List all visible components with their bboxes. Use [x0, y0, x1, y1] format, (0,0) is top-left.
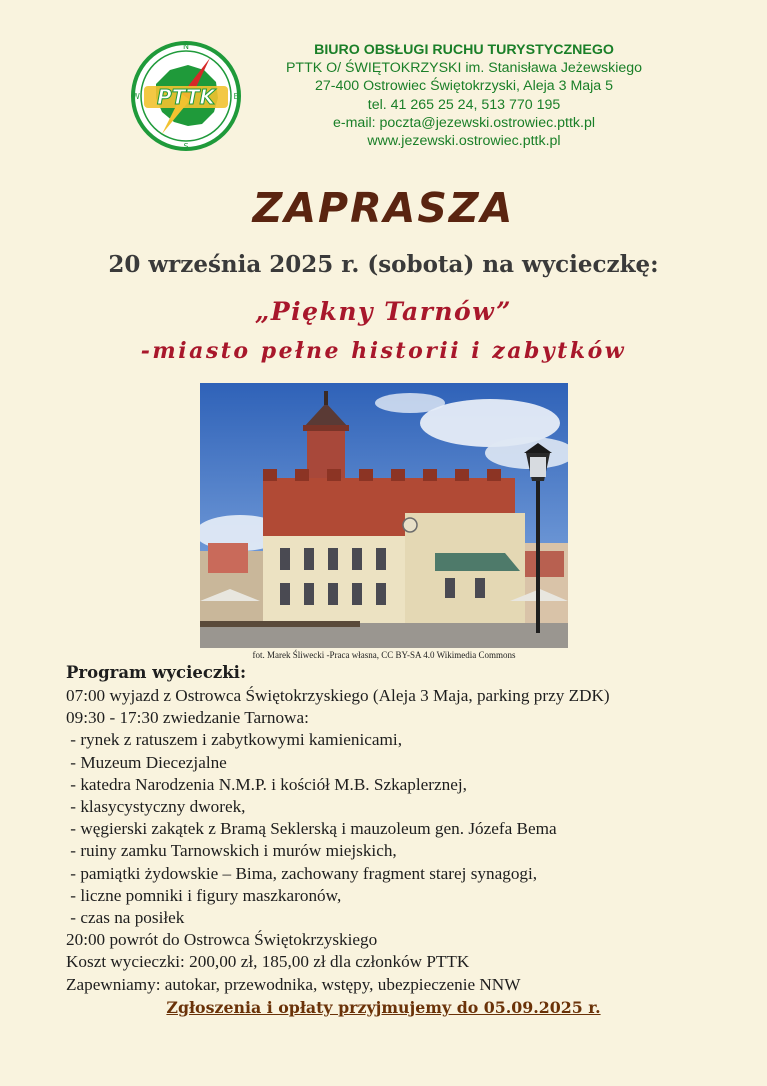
- town-hall-photo: [200, 383, 568, 648]
- trip-subtitle: -miasto pełne historii i zabytków: [140, 338, 627, 364]
- program-line: - rynek z ratuszem i zabytkowymi kamienicami,: [66, 730, 402, 750]
- program-line: - Muzeum Diecezjalne: [66, 752, 227, 772]
- compass-e: E: [233, 92, 239, 101]
- program-line: - liczne pomniki i figury maszkaronów,: [66, 885, 342, 905]
- org-phone: tel. 41 265 25 24, 513 770 195: [367, 96, 561, 113]
- program-line: - klasycystyczny dworek,: [66, 797, 246, 817]
- program-line: 07:00 wyjazd z Ostrowca Świętokrzyskiego (Aleja 3 Maja, parking przy ZDK): [66, 686, 610, 705]
- org-email[interactable]: e-mail: poczta@jezewski.ostrowiec.pttk.pl: [333, 114, 595, 131]
- trip-date: 20 września 2025 r. (sobota) na wycieczkę:: [108, 251, 659, 278]
- program-line: 09:30 - 17:30 zwiedzanie Tarnowa:: [66, 708, 309, 728]
- photo-credit: fot. Marek Śliwecki -Praca własna, CC BY-SA 4.0 Wikimedia Commons: [252, 650, 516, 660]
- program-line: - katedra Narodzenia N.M.P. i kościół M.B. Szkaplerznej,: [66, 774, 467, 794]
- compass-w: W: [132, 92, 140, 101]
- program-heading: Program wycieczki:: [66, 663, 247, 682]
- program-line: Koszt wycieczki: 200,00 zł, 185,00 zł dla członków PTTK: [66, 952, 470, 972]
- org-name: BIURO OBSŁUGI RUCHU TURYSTYCZNEGO: [314, 42, 614, 58]
- invite-heading: ZAPRASZA: [252, 184, 515, 232]
- program-line: - ruiny zamku Tarnowskich i murów miejskich,: [66, 841, 397, 861]
- program-line: - czas na posiłek: [66, 908, 185, 928]
- program-line: 20:00 powrót do Ostrowca Świętokrzyskiego: [66, 930, 378, 950]
- org-website[interactable]: www.jezewski.ostrowiec.pttk.pl: [367, 133, 561, 150]
- org-address: 27-400 Ostrowiec Świętokrzyski, Aleja 3 Maja 5: [314, 78, 614, 95]
- compass-s: S: [183, 142, 189, 151]
- organization-header: [262, 41, 666, 150]
- program-line: - węgierski zakątek z Bramą Seklerską i mauzoleum gen. Józefa Bema: [66, 819, 557, 839]
- pttk-logo: [130, 40, 242, 152]
- org-branch: PTTK O/ ŚWIĘTOKRZYSKI im. Stanisława Jeżewskiego: [285, 60, 643, 77]
- svg-text:PTTK: PTTK: [157, 85, 215, 109]
- registration-deadline: Zgłoszenia i opłaty przyjmujemy do 05.09.2025 r.: [166, 998, 601, 1017]
- program-line: - pamiątki żydowskie – Bima, zachowany fragment starej synagogi,: [66, 863, 538, 883]
- compass-n: N: [183, 42, 189, 51]
- trip-title: „Piękny Tarnów”: [254, 297, 513, 326]
- program-line: Zapewniamy: autokar, przewodnika, wstępy, ubezpieczenie NNW: [66, 974, 521, 994]
- trip-program: [66, 661, 746, 996]
